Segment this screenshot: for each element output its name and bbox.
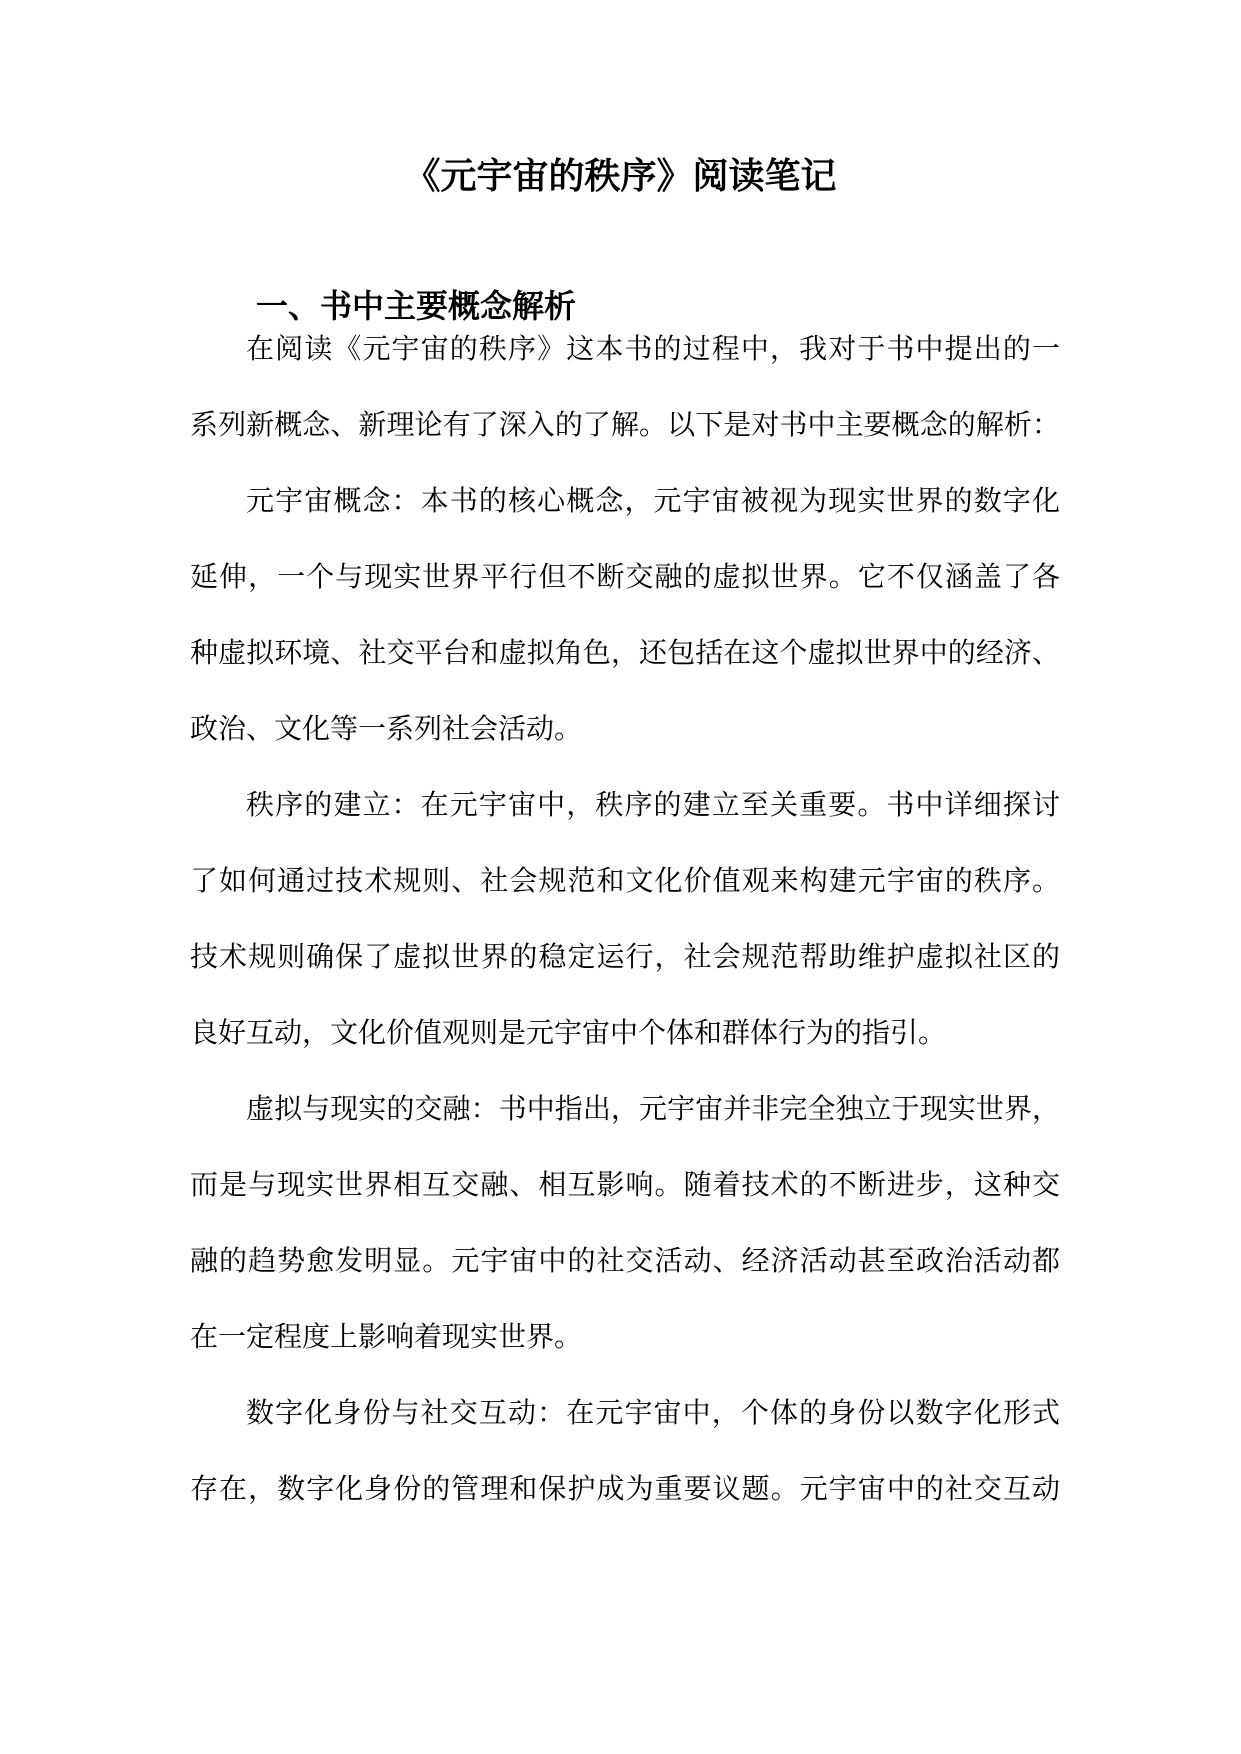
paragraph-line: 延伸，一个与现实世界平行但不断交融的虚拟世界。它不仅涵盖了各 bbox=[190, 560, 1060, 593]
paragraph-line: 政治、文化等一系列社会活动。 bbox=[190, 712, 583, 745]
paragraph-line: 虚拟与现实的交融：书中指出，元宇宙并非完全独立于现实世界， bbox=[246, 1092, 1060, 1125]
paragraph-line: 元宇宙概念：本书的核心概念，元宇宙被视为现实世界的数字化 bbox=[246, 484, 1060, 517]
paragraph-line: 而是与现实世界相互交融、相互影响。随着技术的不断进步，这种交 bbox=[190, 1168, 1060, 1201]
paragraph-line: 在一定程度上影响着现实世界。 bbox=[190, 1320, 583, 1353]
section-heading: 一、书中主要概念解析 bbox=[256, 287, 577, 325]
paragraph-line: 技术规则确保了虚拟世界的稳定运行，社会规范帮助维护虚拟社区的 bbox=[190, 940, 1060, 973]
paragraph-line: 系列新概念、新理论有了深入的了解。以下是对书中主要概念的解析： bbox=[190, 408, 1060, 441]
paragraph-line: 了如何通过技术规则、社会规范和文化价值观来构建元宇宙的秩序。 bbox=[190, 864, 1060, 897]
paragraph-line: 融的趋势愈发明显。元宇宙中的社交活动、经济活动甚至政治活动都 bbox=[190, 1244, 1060, 1277]
paragraph-line: 秩序的建立：在元宇宙中，秩序的建立至关重要。书中详细探讨 bbox=[246, 788, 1060, 821]
paragraph-line: 在阅读《元宇宙的秩序》这本书的过程中，我对于书中提出的一 bbox=[246, 332, 1060, 365]
paragraph-line: 存在，数字化身份的管理和保护成为重要议题。元宇宙中的社交互动 bbox=[190, 1472, 1060, 1505]
paragraph-line: 数字化身份与社交互动：在元宇宙中，个体的身份以数字化形式 bbox=[246, 1396, 1060, 1429]
paragraph-line: 种虚拟环境、社交平台和虚拟角色，还包括在这个虚拟世界中的经济、 bbox=[190, 636, 1060, 669]
document-title: 《元宇宙的秩序》阅读笔记 bbox=[404, 155, 837, 197]
paragraph-line: 良好互动，文化价值观则是元宇宙中个体和群体行为的指引。 bbox=[190, 1016, 947, 1049]
